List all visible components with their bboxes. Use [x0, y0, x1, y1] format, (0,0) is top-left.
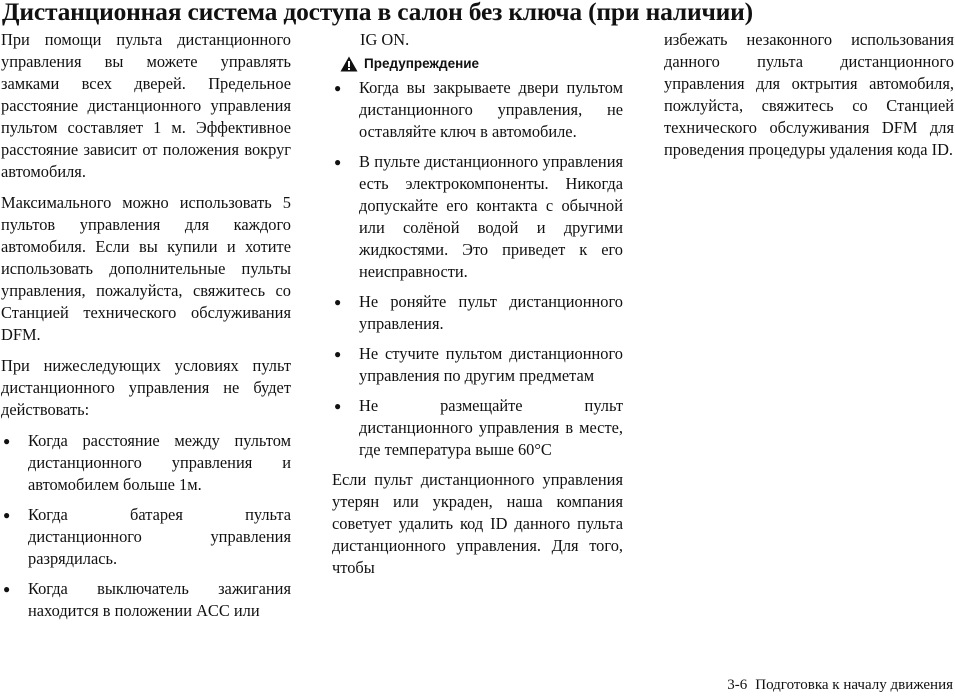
list-item [332, 343, 623, 387]
list-item-text: Когда выключатель зажигания находится в положении ACC или [28, 579, 291, 620]
list-item [1, 430, 291, 496]
bullet-icon: ● [334, 399, 342, 413]
paragraph-max-remotes: Максимального можно использовать 5 пультов управления для каждого автомобиля. Если вы купили и хотите использовать дополнительные пульты управления, пожалуйста, свяжитесь со Станцией технического обслуживания DFM. [1, 193, 291, 344]
list-item-text: Не размещайте пульт дистанционного управления в месте, где температура выше 60°C [359, 396, 623, 459]
list-item-text: Когда вы закрываете двери пультом дистанционного управления, не оставляйте ключ в автомобиле. [359, 78, 623, 141]
list-item [332, 77, 623, 143]
bullet-icon: ● [334, 295, 342, 309]
bullet-icon: ● [334, 155, 342, 169]
conditions-list [1, 430, 291, 622]
list-item [332, 291, 623, 335]
column-2 [332, 29, 623, 588]
warning-label: Предупреждение [364, 56, 480, 71]
column-1 [1, 29, 291, 630]
bullet-icon: ● [3, 582, 11, 596]
list-item-text: Не роняйте пульт дистанционного управления. [359, 292, 623, 333]
list-item-text: Не стучите пультом дистанционного управления по другим предметам [359, 344, 623, 385]
page-title: Дистанционная система доступа в салон без ключа (при наличии) [2, 0, 753, 26]
page-number: 3-6 [727, 677, 748, 693]
list-item-text: В пульте дистанционного управления есть электрокомпоненты. Никогда допускайте его контакта с обычной или солёной водой и другими жидкостями. Это приведет к его неисправности. [359, 152, 623, 281]
bullet-icon: ● [3, 434, 11, 448]
list-item [1, 578, 291, 622]
column-3 [664, 29, 954, 170]
section-name: Подготовка к началу движения [755, 677, 953, 693]
paragraph-conditions: При нижеследующих условиях пульт дистанционного управления не будет действовать: [1, 356, 291, 419]
warning-list [332, 77, 623, 461]
warning-triangle-icon [340, 56, 358, 72]
warning-heading [340, 53, 623, 75]
page-footer [727, 677, 953, 694]
list-item-text: Когда батарея пульта дистанционного управления разрядилась. [28, 505, 291, 568]
list-item-text: Когда расстояние между пультом дистанционного управления и автомобилем больше 1м. [28, 431, 291, 494]
bullet-icon: ● [334, 81, 342, 95]
list-item [332, 395, 623, 461]
bullet-icon: ● [334, 347, 342, 361]
continued-text: IG ON. [360, 30, 410, 49]
paragraph-lost-remote: Если пульт дистанционного управления утерян или украден, наша компания советует удалить код ID данного пульта дистанционного управления. Для того, чтобы [332, 470, 623, 577]
paragraph-id-removal: избежать незаконного использования данного пульта дистанционного управления для октрытия автомобиля, пожлуйста, свяжитесь со Станцией технического обслуживания DFM для проведения процедуры удаления кода ID. [664, 30, 954, 159]
list-item [332, 151, 623, 283]
bullet-icon: ● [3, 508, 11, 522]
paragraph-intro: При помощи пульта дистанционного управления вы можете управлять замками всех дверей. Предельное расстояние дистанционного управления пультом составляет 1 м. Эффективное расстояние зависит от положения вокруг автомобиля. [1, 30, 291, 181]
list-item [1, 504, 291, 570]
